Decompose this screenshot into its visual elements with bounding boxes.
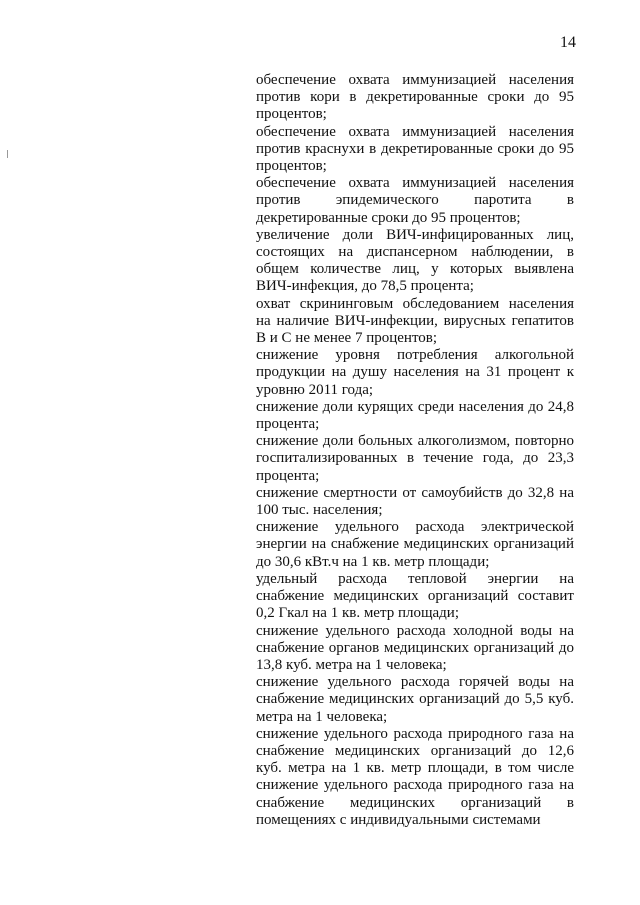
document-body	[256, 72, 574, 829]
list-item-cold-water: снижение удельного расхода холодной воды на снабжение органов медицинских организаций до 13,8 куб. метра на 1 человека;	[256, 622, 574, 673]
list-item-natural-gas: снижение удельного расхода природного газа на снабжение медицинских организаций до 12,6 куб. метра на 1 кв. метр площади, в том числе снижение удельного расхода природного газа на снабжение медицинских организаций в помещениях с индивидуальными системами	[256, 725, 574, 828]
list-item-electricity: снижение удельного расхода электрической энергии на снабжение медицинских организаций до 30,6 кВт.ч на 1 кв. метр площади;	[256, 519, 574, 570]
list-item-alcoholism-rehospitalization: снижение доли больных алкоголизмом, повторно госпитализированных в течение года, до 23,3 процента;	[256, 433, 574, 484]
list-item-hot-water: снижение удельного расхода горячей воды на снабжение медицинских организаций до 5,5 куб. метра на 1 человека;	[256, 674, 574, 725]
list-item-smoking: снижение доли курящих среди населения до 24,8 процента;	[256, 398, 574, 433]
list-item-immunization-mumps: обеспечение охвата иммунизацией населения против эпидемического паротита в декретированные сроки до 95 процентов;	[256, 175, 574, 226]
page-number: 14	[560, 34, 576, 51]
list-item-hiv-dispensary: увеличение доли ВИЧ-инфицированных лиц, состоящих на диспансерном наблюдении, в общем количестве лиц, у которых выявлена ВИЧ-инфекция, до 78,5 процента;	[256, 226, 574, 295]
list-item-immunization-rubella: обеспечение охвата иммунизацией населения против краснухи в декретированные сроки до 95 процентов;	[256, 123, 574, 175]
list-item-alcohol-consumption: снижение уровня потребления алкогольной продукции на душу населения на 31 процент к уровню 2011 года;	[256, 347, 574, 398]
list-item-heat-energy: удельный расхода тепловой энергии на снабжение медицинских организаций составит 0,2 Гкал на 1 кв. метр площади;	[256, 570, 574, 622]
margin-mark	[7, 150, 8, 158]
list-item-suicide-mortality: снижение смертности от самоубийств до 32,8 на 100 тыс. населения;	[256, 484, 574, 519]
list-item-immunization-measles: обеспечение охвата иммунизацией населения против кори в декретированные сроки до 95 процентов;	[256, 72, 574, 123]
list-item-hiv-screening: охват скрининговым обследованием населения на наличие ВИЧ-инфекции, вирусных гепатитов В и С не менее 7 процентов;	[256, 295, 574, 347]
